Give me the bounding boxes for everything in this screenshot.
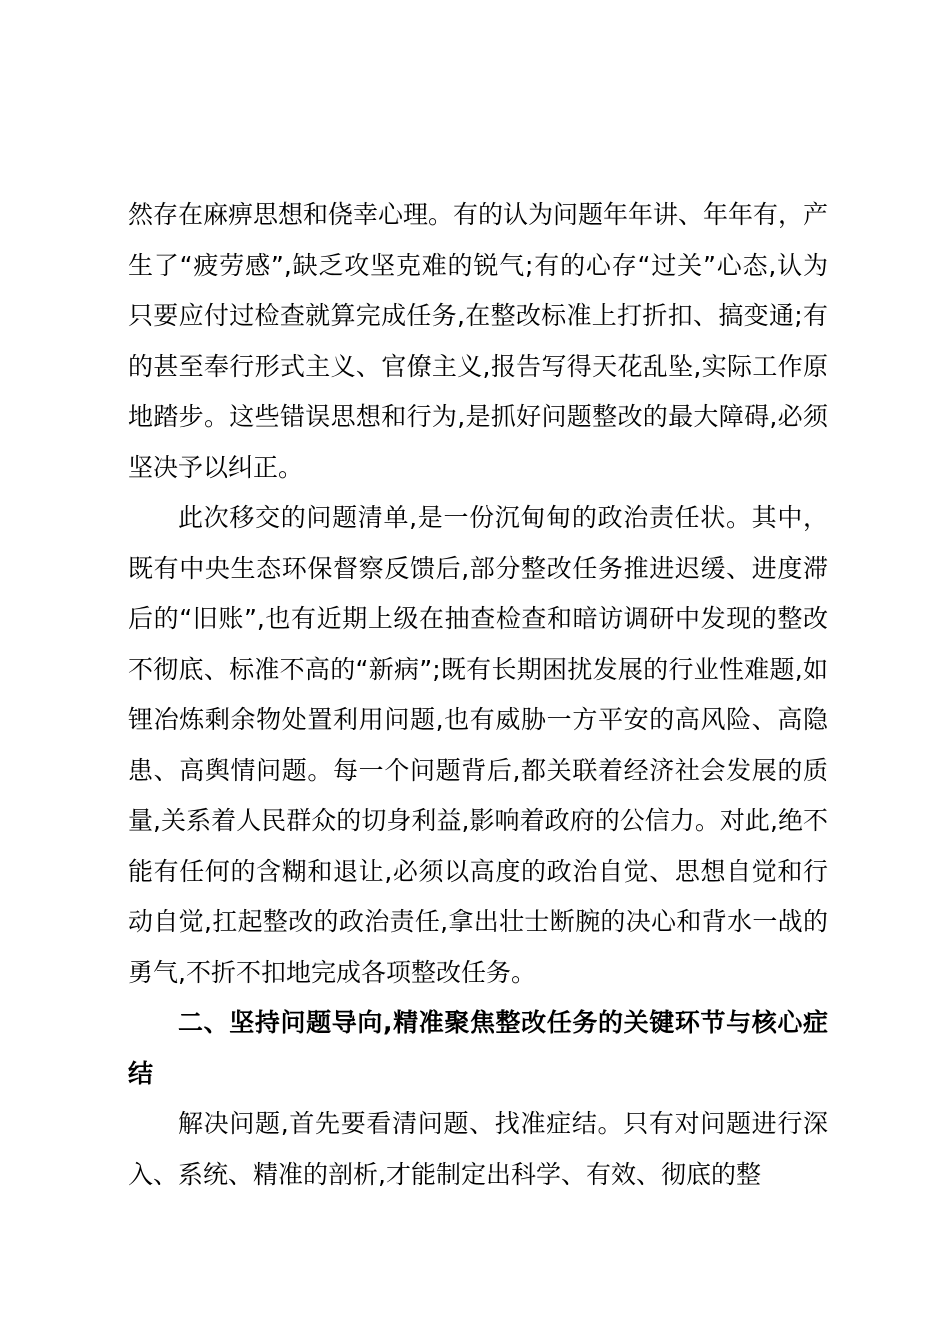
document-body bbox=[128, 190, 828, 1200]
paragraph-problem-list: 此次移交的问题清单,是一份沉甸甸的政治责任状。其中，既有中央生态环保督察反馈后,部分整改任务推进迟缓、进度滞后的“旧账”,也有近期上级在抽查检查和暗访调研中发现的整改不彻底、标准不高的“新病”;既有长期困扰发展的行业性难题,如锂冶炼剩余物处置利用问题,也有威胁一方平安的高风险、高隐患、高舆情问题。每一个问题背后,都关联着经济社会发展的质量,关系着人民群众的切身利益,影响着政府的公信力。对此,绝不能有任何的含糊和退让,必须以高度的政治自觉、思想自觉和行动自觉,扛起整改的政治责任,拿出壮士断腕的决心和背水一战的勇气,不折不扣地完成各项整改任务。 bbox=[128, 503, 828, 987]
paragraph-solve-problems: 解决问题,首先要看清问题、找准症结。只有对问题进行深入、系统、精准的剖析,才能制定出科学、有效、彻底的整 bbox=[128, 1109, 828, 1189]
section-heading: 二、坚持问题导向,精准聚焦整改任务的关键环节与核心症结 bbox=[128, 1008, 828, 1088]
paragraph-continuation: 然存在麻痹思想和侥幸心理。有的认为问题年年讲、年年有，产生了“疲劳感”,缺乏攻坚克难的锐气;有的心存“过关”心态,认为只要应付过检查就算完成任务,在整改标准上打折扣、搞变通;有的甚至奉行形式主义、官僚主义,报告写得天花乱坠,实际工作原地踏步。这些错误思想和行为,是抓好问题整改的最大障碍,必须坚决予以纠正。 bbox=[128, 200, 829, 482]
